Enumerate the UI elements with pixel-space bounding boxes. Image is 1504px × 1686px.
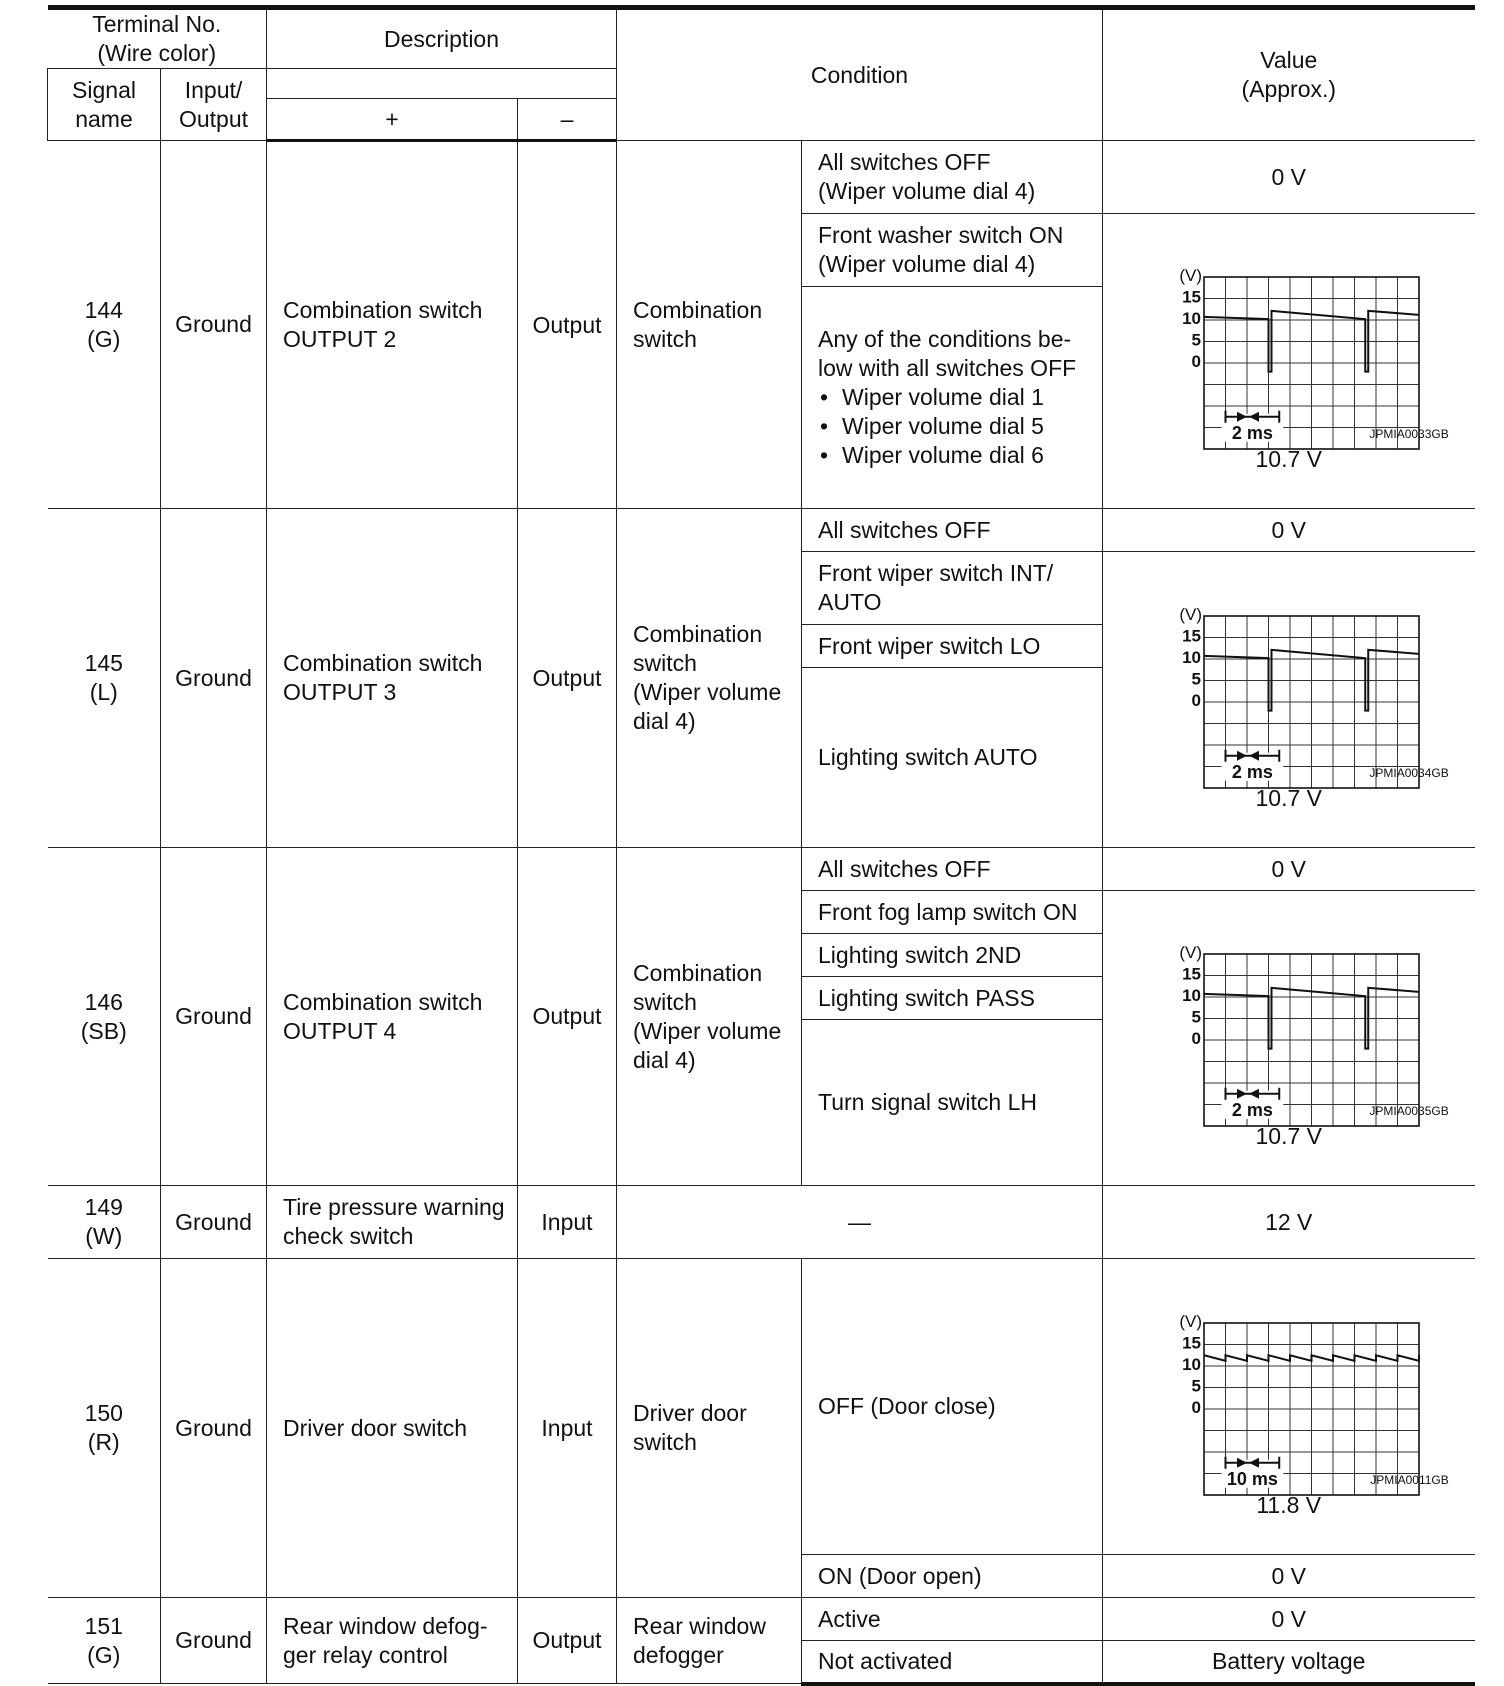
wire-color: (L) <box>89 679 118 705</box>
header-condition: Condition <box>617 8 1103 141</box>
condition-line: AUTO <box>818 589 882 615</box>
waveform-y-tick: 10 <box>1181 1354 1201 1374</box>
header-plus: + <box>267 99 518 141</box>
signal-name-cell <box>267 1186 518 1259</box>
header-signal-name: Signal name <box>48 69 161 141</box>
ground-cell: Ground <box>161 141 267 509</box>
condition-line: (Wiper volume dial 4) <box>818 251 1036 277</box>
table-row <box>48 1186 1475 1259</box>
waveform-y-tick: 5 <box>1191 1007 1201 1027</box>
condition-group-line: switch <box>633 1429 697 1455</box>
signal-name-cell: Driver door switch <box>267 1259 518 1598</box>
list-item: • Wiper volume dial 5 <box>820 413 1044 439</box>
condition-line: (Wiper volume dial 4) <box>818 178 1036 204</box>
waveform-value: 11.8 V <box>1256 1491 1322 1518</box>
condition-group-cell <box>617 141 802 509</box>
condition-line: low with all switches OFF <box>818 355 1077 381</box>
condition-cell <box>802 214 1103 287</box>
terminal-number: 144 <box>84 296 123 323</box>
header-value-label: Value <box>1260 47 1318 73</box>
signal-name-line: Tire pressure warning <box>283 1194 505 1220</box>
waveform-time-label: 2 ms <box>1231 422 1273 443</box>
signal-name-cell <box>267 1598 518 1684</box>
waveform-figure <box>1129 588 1449 780</box>
waveform-value: 10.7 V <box>1255 446 1322 472</box>
condition-line: Front wiper switch INT/ <box>818 560 1054 586</box>
waveform-unit-label: (V) <box>1179 266 1202 285</box>
condition-group-cell <box>617 1598 802 1684</box>
list-item: • Wiper volume dial 6 <box>820 442 1044 468</box>
waveform-value: 10.7 V <box>1255 1123 1322 1149</box>
condition-group-line: (Wiper volume <box>633 679 782 705</box>
waveform-figure <box>1129 249 1449 441</box>
condition-cell: ON (Door open) <box>802 1555 1103 1598</box>
condition-cell: Turn signal switch LH <box>802 1020 1103 1186</box>
wire-color: (W) <box>85 1223 123 1249</box>
condition-cell <box>802 287 1103 509</box>
table-row <box>48 141 1475 214</box>
waveform-time-marker <box>1221 1456 1283 1488</box>
list-item: • Wiper volume dial 1 <box>820 384 1044 410</box>
value-cell: 0 V <box>1103 1555 1475 1598</box>
condition-cell <box>802 552 1103 625</box>
waveform-figure <box>1129 926 1449 1118</box>
signal-name-line: Combination switch <box>283 650 483 676</box>
header-minus: – <box>518 99 617 141</box>
ground-cell: Ground <box>161 848 267 1186</box>
signal-name-line: Rear window defog- <box>283 1612 488 1639</box>
signal-name-cell <box>267 509 518 848</box>
table-row <box>48 509 1475 552</box>
waveform-y-tick: 15 <box>1181 626 1201 645</box>
condition-cell: Lighting switch 2ND <box>802 934 1103 977</box>
terminal-cell <box>48 1598 161 1684</box>
condition-cell: Front fog lamp switch ON <box>802 891 1103 934</box>
value-cell: 0 V <box>1103 509 1475 552</box>
waveform-cell <box>1103 552 1475 848</box>
waveform-y-tick: 0 <box>1191 352 1201 371</box>
waveform-y-tick: 5 <box>1191 669 1201 688</box>
header-value <box>1103 8 1475 141</box>
terminal-number: 149 <box>84 1194 123 1220</box>
value-cell: 0 V <box>1103 1598 1475 1641</box>
value-cell: 12 V <box>1103 1186 1475 1259</box>
waveform-y-tick: 0 <box>1191 690 1201 710</box>
signal-name-line: check switch <box>283 1223 414 1249</box>
waveform-code: JPMIA0033GB <box>1369 427 1449 441</box>
waveform-trace <box>1204 1355 1419 1361</box>
ground-cell: Ground <box>161 1598 267 1684</box>
condition-cell: Active <box>802 1598 1103 1641</box>
condition-group-line: switch <box>633 325 697 352</box>
waveform-cell <box>1103 891 1475 1186</box>
waveform-time-label: 2 ms <box>1231 1099 1273 1120</box>
wire-color: (G) <box>87 325 121 352</box>
signal-name-line: Combination switch <box>283 297 483 323</box>
terminal-number: 151 <box>84 1612 123 1639</box>
io-cell: Output <box>518 509 617 848</box>
waveform-value: 10.7 V <box>1255 784 1322 811</box>
signal-name-line: OUTPUT 3 <box>283 679 397 705</box>
waveform-y-tick: 10 <box>1181 309 1201 328</box>
condition-group-line: Combination <box>633 296 763 323</box>
signal-name-cell <box>267 141 518 509</box>
header-terminal-no-label: Terminal No. <box>92 11 222 37</box>
condition-line: Any of the conditions be- <box>818 326 1072 352</box>
value-cell: 0 V <box>1103 848 1475 891</box>
waveform-cell <box>1103 1259 1475 1555</box>
waveform-time-marker <box>1221 411 1283 443</box>
condition-cell: Lighting switch PASS <box>802 977 1103 1020</box>
header-description: Description <box>267 8 617 69</box>
signal-name-line: ger relay control <box>283 1641 448 1668</box>
waveform-time-marker <box>1221 1088 1283 1120</box>
waveform-y-tick: 0 <box>1191 1397 1201 1417</box>
condition-cell: Lighting switch AUTO <box>802 668 1103 848</box>
condition-group-line: switch <box>633 988 697 1015</box>
condition-cell: OFF (Door close) <box>802 1259 1103 1555</box>
waveform-time-marker <box>1221 749 1283 781</box>
condition-group-line: Combination <box>633 959 763 986</box>
condition-cell: Not activated <box>802 1641 1103 1684</box>
condition-line: All switches OFF <box>818 149 991 175</box>
waveform-code: JPMIA0034GB <box>1369 765 1449 780</box>
signal-name-line: Combination switch <box>283 988 483 1015</box>
waveform-y-tick: 0 <box>1191 1029 1201 1048</box>
terminal-number: 146 <box>84 988 123 1015</box>
waveform-y-tick: 10 <box>1181 647 1201 667</box>
waveform-unit-label: (V) <box>1179 604 1202 624</box>
header-approx-label: (Approx.) <box>1241 76 1337 102</box>
condition-group-line: Driver door <box>633 1400 747 1426</box>
terminal-number: 145 <box>84 650 123 676</box>
terminal-spec-table <box>47 5 1475 1686</box>
table-row <box>48 1259 1475 1555</box>
bullet-text: Wiper volume dial 1 <box>842 384 1044 410</box>
condition-group-line: dial 4) <box>633 708 696 734</box>
condition-cell: All switches OFF <box>802 509 1103 552</box>
signal-name-cell <box>267 848 518 1186</box>
ground-cell: Ground <box>161 1186 267 1259</box>
wire-color: (R) <box>87 1429 120 1455</box>
condition-cell: Front wiper switch LO <box>802 625 1103 668</box>
signal-name-line: OUTPUT 2 <box>283 326 397 352</box>
waveform-cell <box>1103 214 1475 509</box>
condition-bullet-list <box>818 383 1096 470</box>
table-row <box>48 848 1475 891</box>
wire-color: (SB) <box>80 1017 127 1044</box>
waveform-y-tick: 5 <box>1191 330 1201 350</box>
waveform-y-tick: 15 <box>1181 287 1201 307</box>
value-cell: Battery voltage <box>1103 1641 1475 1684</box>
waveform-y-tick: 5 <box>1191 1376 1201 1395</box>
table-row <box>48 1598 1475 1641</box>
io-cell: Output <box>518 1598 617 1684</box>
io-cell: Input <box>518 1259 617 1598</box>
waveform-time-label: 10 ms <box>1226 1468 1278 1489</box>
condition-group-line: dial 4) <box>633 1046 696 1073</box>
condition-group-line: Rear window <box>633 1612 766 1639</box>
condition-line: Front washer switch ON <box>818 222 1064 248</box>
ground-cell: Ground <box>161 509 267 848</box>
waveform-figure <box>1129 1295 1449 1487</box>
terminal-spec-document <box>47 5 1475 1686</box>
waveform-code: JPMIA0035GB <box>1369 1104 1449 1118</box>
terminal-number: 150 <box>84 1400 123 1426</box>
io-cell: Input <box>518 1186 617 1259</box>
terminal-cell <box>48 1186 161 1259</box>
terminal-cell <box>48 509 161 848</box>
condition-group-line: Combination <box>633 621 763 647</box>
header-terminal-no <box>48 8 267 69</box>
waveform-code: JPMIA0011GB <box>1370 1472 1449 1487</box>
signal-name-line: OUTPUT 4 <box>283 1017 397 1044</box>
condition-group-line: defogger <box>633 1641 724 1668</box>
waveform-y-tick: 10 <box>1181 986 1201 1005</box>
terminal-cell <box>48 141 161 509</box>
header-output-label: Output <box>178 105 249 132</box>
io-cell: Output <box>518 141 617 509</box>
waveform-unit-label: (V) <box>1179 943 1202 962</box>
condition-group-line: (Wiper volume <box>633 1017 782 1044</box>
waveform-y-tick: 15 <box>1181 1333 1201 1352</box>
condition-cell: All switches OFF <box>802 848 1103 891</box>
io-cell: Output <box>518 848 617 1186</box>
condition-group-cell <box>617 848 802 1186</box>
waveform-unit-label: (V) <box>1179 1311 1202 1331</box>
header-wire-color-label: (Wire color) <box>97 40 217 66</box>
waveform-time-label: 2 ms <box>1231 761 1273 782</box>
condition-cell: — <box>617 1186 1103 1259</box>
terminal-cell <box>48 848 161 1186</box>
bullet-text: Wiper volume dial 6 <box>842 442 1044 468</box>
value-cell: 0 V <box>1103 141 1475 214</box>
terminal-cell <box>48 1259 161 1598</box>
ground-cell: Ground <box>161 1259 267 1598</box>
condition-group-cell <box>617 509 802 848</box>
bullet-text: Wiper volume dial 5 <box>842 413 1044 439</box>
condition-group-line: switch <box>633 650 697 676</box>
condition-group-cell <box>617 1259 802 1598</box>
header-input-label: Input/ <box>184 76 243 103</box>
waveform-y-tick: 15 <box>1181 964 1201 984</box>
wire-color: (G) <box>87 1641 121 1668</box>
header-input-output <box>161 69 267 141</box>
condition-cell <box>802 141 1103 214</box>
